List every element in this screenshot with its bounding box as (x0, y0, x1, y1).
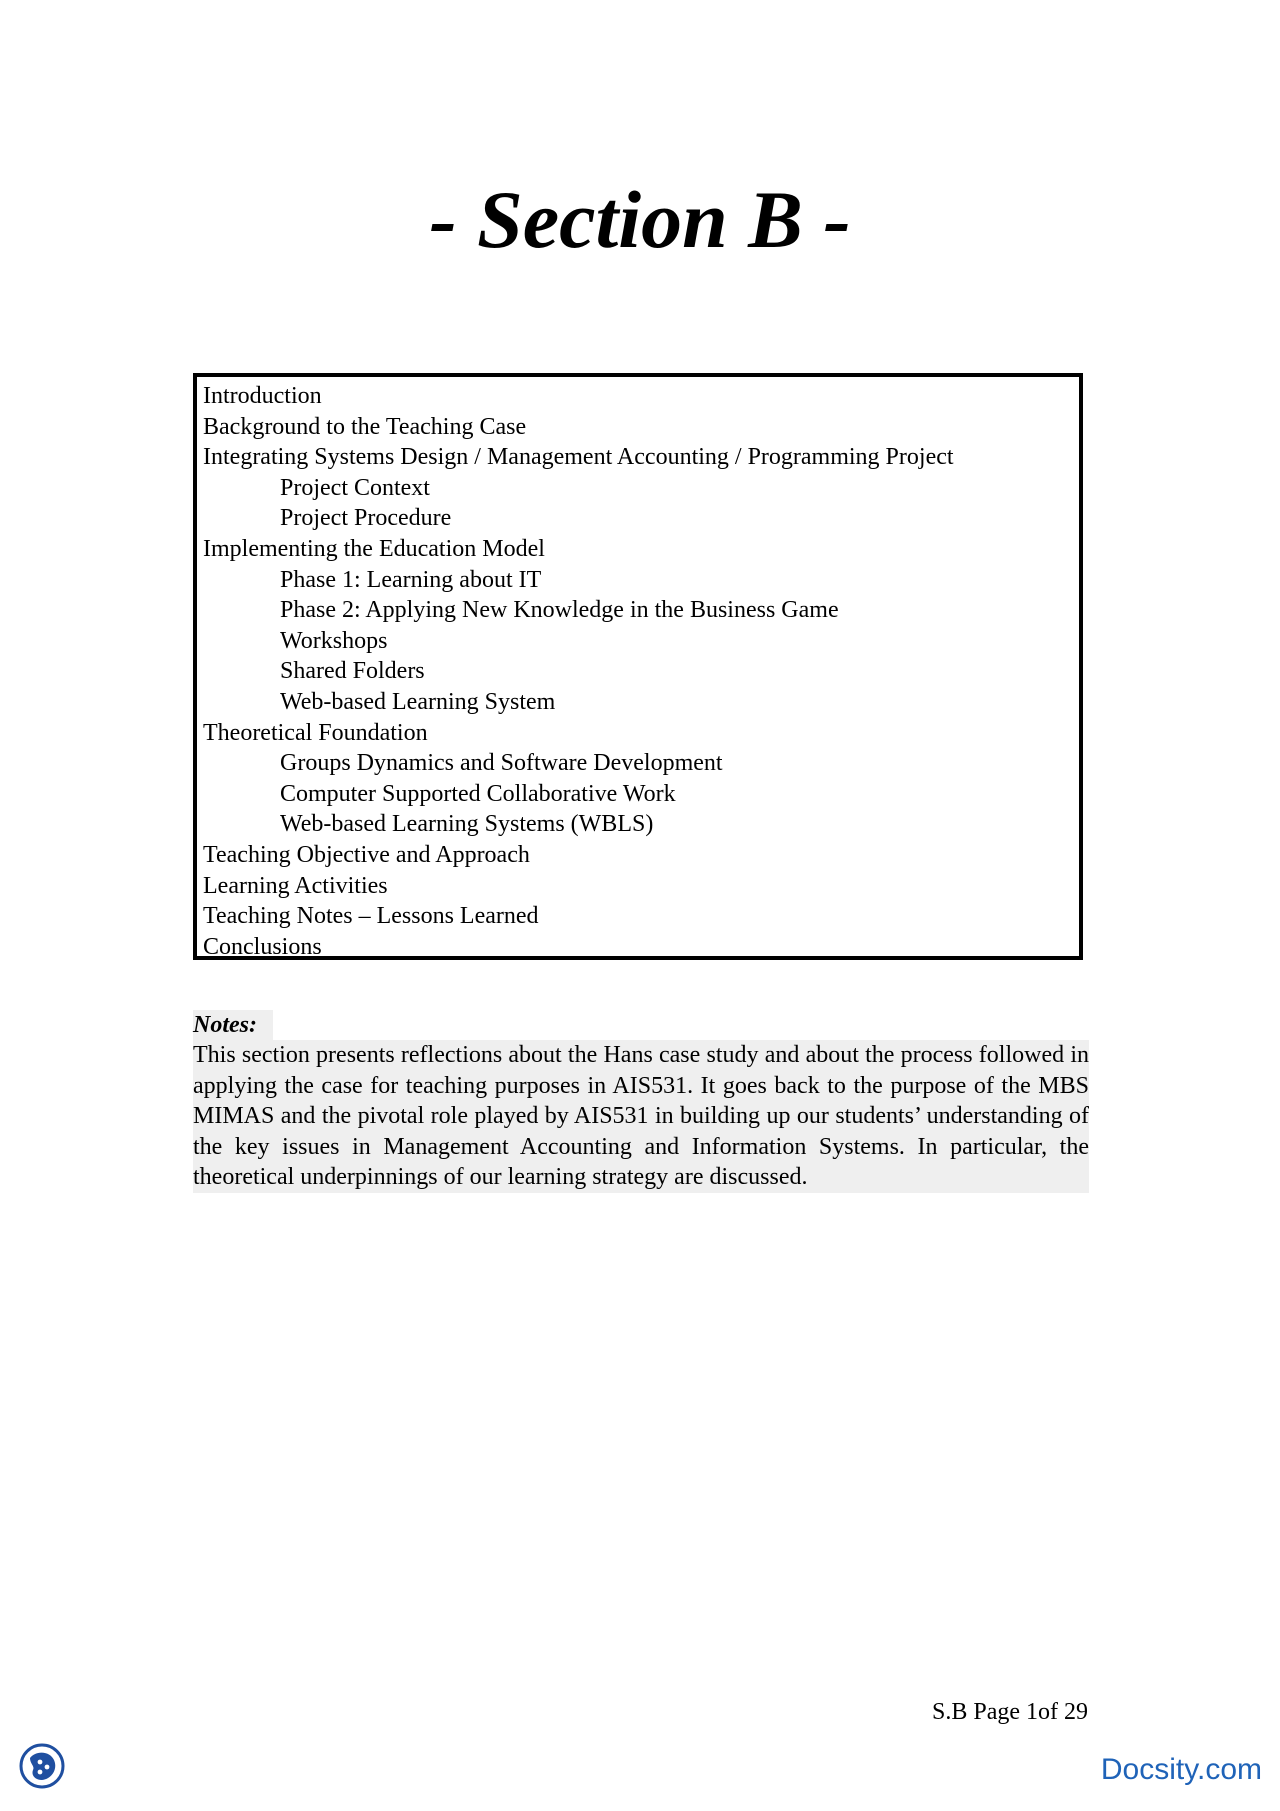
toc-item: Web-based Learning System (280, 688, 556, 715)
toc-item: Learning Activities (203, 872, 388, 899)
docsity-logo-icon (18, 1742, 66, 1790)
toc-item: Introduction (203, 383, 322, 409)
toc-item: Background to the Teaching Case (203, 413, 527, 440)
notes-body: This section presents reflections about the Hans case study and about the process followed in applying the case for teaching purposes in AIS531. It goes back to the purpose of the MBS MIMAS and the pivotal role played by AIS531 in building up our students’ understanding of the key issues in Management Accounting and Information Systems. In particular, the theoretical underpinnings of our learning strategy are discussed. (193, 1040, 1089, 1193)
toc-item: Project Procedure (280, 505, 452, 532)
toc-item: Integrating Systems Design / Management Accounting / Programming Project (203, 444, 954, 471)
toc-list (203, 381, 1073, 962)
notes-section (193, 1010, 1089, 1193)
toc-item: Shared Folders (280, 658, 425, 685)
docsity-watermark[interactable]: Docsity.com (1100, 1753, 1262, 1786)
toc-item: Implementing the Education Model (203, 535, 545, 562)
toc-item: Project Context (280, 474, 430, 501)
toc-item: Phase 2: Applying New Knowledge in the Business Game (280, 597, 839, 624)
toc-item: Theoretical Foundation (203, 719, 428, 746)
toc-item: Workshops (280, 627, 388, 654)
toc-item: Conclusions (203, 933, 322, 960)
toc-item: Computer Supported Collaborative Work (280, 780, 676, 807)
toc-item: Teaching Notes – Lessons Learned (203, 903, 539, 930)
toc-item: Web-based Learning Systems (WBLS) (280, 811, 654, 838)
table-of-contents (193, 373, 1083, 960)
toc-item: Teaching Objective and Approach (203, 841, 530, 868)
notes-label: Notes: (193, 1010, 273, 1040)
page-number: S.B Page 1of 29 (932, 1699, 1088, 1725)
toc-item: Groups Dynamics and Software Development (280, 750, 723, 777)
page-title: - Section B - (429, 174, 851, 265)
toc-item: Phase 1: Learning about IT (280, 566, 542, 593)
